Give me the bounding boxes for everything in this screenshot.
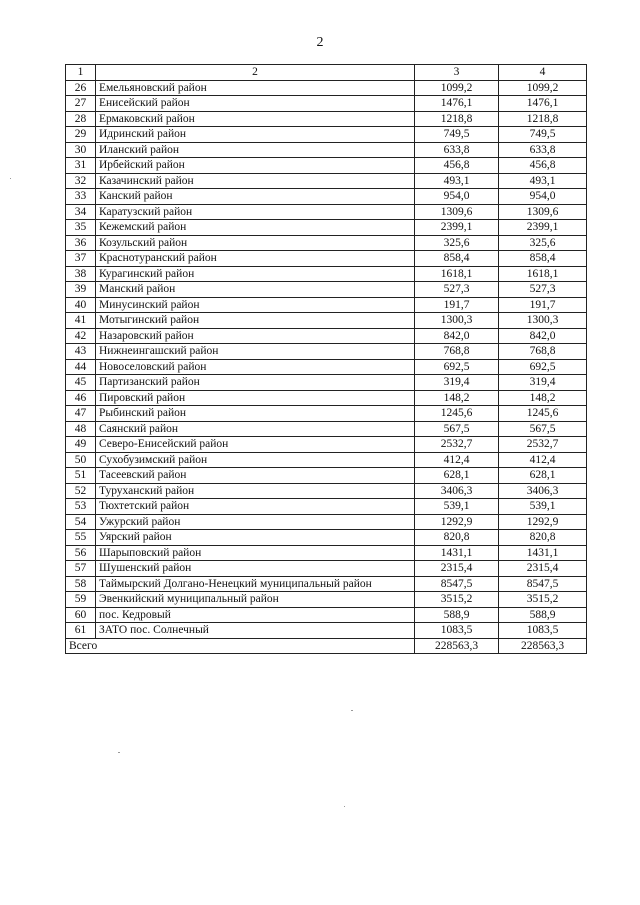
- value-col4: 820,8: [499, 530, 587, 546]
- row-number: 41: [66, 313, 96, 329]
- value-col4: 692,5: [499, 359, 587, 375]
- row-number: 31: [66, 158, 96, 174]
- row-number: 57: [66, 561, 96, 577]
- row-number: 59: [66, 592, 96, 608]
- district-name: Тюхтетский район: [96, 499, 415, 515]
- table-row: [66, 111, 587, 127]
- row-number: 28: [66, 111, 96, 127]
- district-name: Курагинский район: [96, 266, 415, 282]
- district-name: Новоселовский район: [96, 359, 415, 375]
- table-row: [66, 80, 587, 96]
- row-number: 39: [66, 282, 96, 298]
- table-row: [66, 235, 587, 251]
- district-name: Нижнеингашский район: [96, 344, 415, 360]
- value-col4: 3406,3: [499, 483, 587, 499]
- table-row: [66, 297, 587, 313]
- district-name: Казачинский район: [96, 173, 415, 189]
- value-col4: 1300,3: [499, 313, 587, 329]
- row-number: 61: [66, 623, 96, 639]
- district-name: Тасеевский район: [96, 468, 415, 484]
- value-col4: 527,3: [499, 282, 587, 298]
- district-name: Назаровский район: [96, 328, 415, 344]
- value-col3: 2315,4: [415, 561, 499, 577]
- row-number: 53: [66, 499, 96, 515]
- row-number: 54: [66, 514, 96, 530]
- row-number: 43: [66, 344, 96, 360]
- row-number: 27: [66, 96, 96, 112]
- row-number: 45: [66, 375, 96, 391]
- district-name: Партизанский район: [96, 375, 415, 391]
- district-name: Емельяновский район: [96, 80, 415, 96]
- table-row: [66, 452, 587, 468]
- scan-speck: [344, 806, 345, 807]
- table-row: [66, 483, 587, 499]
- value-col3: 1431,1: [415, 545, 499, 561]
- row-number: 44: [66, 359, 96, 375]
- value-col3: 633,8: [415, 142, 499, 158]
- district-name: Ужурский район: [96, 514, 415, 530]
- value-col3: 1099,2: [415, 80, 499, 96]
- row-number: 58: [66, 576, 96, 592]
- district-name: Шушенский район: [96, 561, 415, 577]
- value-col3: 319,4: [415, 375, 499, 391]
- district-name: Ермаковский район: [96, 111, 415, 127]
- value-col4: 768,8: [499, 344, 587, 360]
- table-row: [66, 251, 587, 267]
- district-name: ЗАТО пос. Солнечный: [96, 623, 415, 639]
- value-col4: 1099,2: [499, 80, 587, 96]
- total-value-col4: 228563,3: [499, 638, 587, 654]
- district-name: Сухобузимский район: [96, 452, 415, 468]
- table-row: [66, 328, 587, 344]
- value-col4: 3515,2: [499, 592, 587, 608]
- value-col4: 1218,8: [499, 111, 587, 127]
- value-col4: 539,1: [499, 499, 587, 515]
- value-col3: 858,4: [415, 251, 499, 267]
- value-col3: 3515,2: [415, 592, 499, 608]
- value-col4: 319,4: [499, 375, 587, 391]
- table-row: [66, 220, 587, 236]
- header-cell-3: 3: [415, 65, 499, 81]
- value-col4: 148,2: [499, 390, 587, 406]
- table-row: [66, 344, 587, 360]
- row-number: 42: [66, 328, 96, 344]
- table-row: [66, 437, 587, 453]
- district-name: Каратузский район: [96, 204, 415, 220]
- total-label: Всего: [66, 638, 415, 654]
- row-number: 60: [66, 607, 96, 623]
- value-col3: 954,0: [415, 189, 499, 205]
- row-number: 34: [66, 204, 96, 220]
- header-cell-1: 1: [66, 65, 96, 81]
- total-value-col3: 228563,3: [415, 638, 499, 654]
- value-col4: 1431,1: [499, 545, 587, 561]
- row-number: 32: [66, 173, 96, 189]
- value-col3: 1476,1: [415, 96, 499, 112]
- table-row: [66, 127, 587, 143]
- table-row: [66, 282, 587, 298]
- value-col4: 2315,4: [499, 561, 587, 577]
- table-row: [66, 406, 587, 422]
- value-col4: 191,7: [499, 297, 587, 313]
- row-number: 33: [66, 189, 96, 205]
- value-col3: 191,7: [415, 297, 499, 313]
- row-number: 55: [66, 530, 96, 546]
- district-name: Козульский район: [96, 235, 415, 251]
- table-row: [66, 313, 587, 329]
- district-name: Эвенкийский муниципальный район: [96, 592, 415, 608]
- value-col3: 456,8: [415, 158, 499, 174]
- table-row: [66, 623, 587, 639]
- district-name: Иланский район: [96, 142, 415, 158]
- value-col3: 412,4: [415, 452, 499, 468]
- table-row: [66, 514, 587, 530]
- table-row: [66, 189, 587, 205]
- district-name: Туруханский район: [96, 483, 415, 499]
- row-number: 38: [66, 266, 96, 282]
- row-number: 52: [66, 483, 96, 499]
- table-row: [66, 421, 587, 437]
- value-col3: 567,5: [415, 421, 499, 437]
- table-row: [66, 158, 587, 174]
- value-col3: 1218,8: [415, 111, 499, 127]
- value-col3: 8547,5: [415, 576, 499, 592]
- row-number: 51: [66, 468, 96, 484]
- table-row: [66, 204, 587, 220]
- value-col3: 1300,3: [415, 313, 499, 329]
- district-name: Шарыповский район: [96, 545, 415, 561]
- value-col4: 588,9: [499, 607, 587, 623]
- value-col4: 325,6: [499, 235, 587, 251]
- value-col3: 148,2: [415, 390, 499, 406]
- table-row: [66, 576, 587, 592]
- table-row: [66, 545, 587, 561]
- value-col3: 2399,1: [415, 220, 499, 236]
- district-name: Пировский район: [96, 390, 415, 406]
- value-col3: 325,6: [415, 235, 499, 251]
- district-name: Енисейский район: [96, 96, 415, 112]
- value-col3: 628,1: [415, 468, 499, 484]
- value-col3: 493,1: [415, 173, 499, 189]
- value-col4: 1618,1: [499, 266, 587, 282]
- value-col3: 1309,6: [415, 204, 499, 220]
- value-col4: 633,8: [499, 142, 587, 158]
- row-number: 47: [66, 406, 96, 422]
- value-col4: 1245,6: [499, 406, 587, 422]
- row-number: 40: [66, 297, 96, 313]
- value-col4: 456,8: [499, 158, 587, 174]
- value-col4: 628,1: [499, 468, 587, 484]
- row-number: 48: [66, 421, 96, 437]
- value-col3: 842,0: [415, 328, 499, 344]
- value-col4: 412,4: [499, 452, 587, 468]
- table-row: [66, 173, 587, 189]
- value-col3: 588,9: [415, 607, 499, 623]
- row-number: 56: [66, 545, 96, 561]
- table-row: [66, 96, 587, 112]
- table-row: [66, 530, 587, 546]
- scan-speck: [118, 752, 120, 753]
- value-col4: 1292,9: [499, 514, 587, 530]
- district-name: Саянский район: [96, 421, 415, 437]
- row-number: 37: [66, 251, 96, 267]
- header-cell-4: 4: [499, 65, 587, 81]
- value-col3: 768,8: [415, 344, 499, 360]
- row-number: 36: [66, 235, 96, 251]
- row-number: 30: [66, 142, 96, 158]
- row-number: 29: [66, 127, 96, 143]
- value-col4: 749,5: [499, 127, 587, 143]
- table-row: [66, 561, 587, 577]
- row-number: 46: [66, 390, 96, 406]
- value-col3: 1292,9: [415, 514, 499, 530]
- value-col4: 2399,1: [499, 220, 587, 236]
- district-name: пос. Кедровый: [96, 607, 415, 623]
- table-row: [66, 266, 587, 282]
- value-col4: 954,0: [499, 189, 587, 205]
- value-col4: 1309,6: [499, 204, 587, 220]
- value-col4: 2532,7: [499, 437, 587, 453]
- district-name: Рыбинский район: [96, 406, 415, 422]
- district-name: Минусинский район: [96, 297, 415, 313]
- value-col3: 820,8: [415, 530, 499, 546]
- value-col4: 858,4: [499, 251, 587, 267]
- district-name: Ирбейский район: [96, 158, 415, 174]
- table-row: [66, 499, 587, 515]
- table-row: [66, 468, 587, 484]
- total-row: [66, 638, 587, 654]
- page-number: 2: [316, 35, 324, 50]
- data-table: [65, 64, 587, 654]
- value-col4: 8547,5: [499, 576, 587, 592]
- table-row: [66, 359, 587, 375]
- value-col3: 1083,5: [415, 623, 499, 639]
- value-col4: 1083,5: [499, 623, 587, 639]
- value-col3: 3406,3: [415, 483, 499, 499]
- value-col3: 692,5: [415, 359, 499, 375]
- value-col3: 1618,1: [415, 266, 499, 282]
- value-col3: 749,5: [415, 127, 499, 143]
- table-header-row: [66, 65, 587, 81]
- value-col3: 527,3: [415, 282, 499, 298]
- scan-speck: [351, 710, 353, 711]
- header-cell-2: 2: [96, 65, 415, 81]
- district-name: Краснотуранский район: [96, 251, 415, 267]
- value-col4: 567,5: [499, 421, 587, 437]
- district-name: Идринский район: [96, 127, 415, 143]
- row-number: 50: [66, 452, 96, 468]
- district-name: Уярский район: [96, 530, 415, 546]
- table-row: [66, 607, 587, 623]
- table-row: [66, 592, 587, 608]
- scan-speck: [10, 178, 11, 179]
- district-name: Северо-Енисейский район: [96, 437, 415, 453]
- value-col3: 2532,7: [415, 437, 499, 453]
- row-number: 26: [66, 80, 96, 96]
- district-name: Манский район: [96, 282, 415, 298]
- district-name: Таймырский Долгано-Ненецкий муниципальный район: [96, 576, 415, 592]
- table-row: [66, 375, 587, 391]
- district-name: Мотыгинский район: [96, 313, 415, 329]
- row-number: 35: [66, 220, 96, 236]
- district-name: Канский район: [96, 189, 415, 205]
- row-number: 49: [66, 437, 96, 453]
- value-col3: 1245,6: [415, 406, 499, 422]
- value-col4: 493,1: [499, 173, 587, 189]
- district-name: Кежемский район: [96, 220, 415, 236]
- value-col4: 1476,1: [499, 96, 587, 112]
- table-row: [66, 142, 587, 158]
- value-col4: 842,0: [499, 328, 587, 344]
- table-row: [66, 390, 587, 406]
- value-col3: 539,1: [415, 499, 499, 515]
